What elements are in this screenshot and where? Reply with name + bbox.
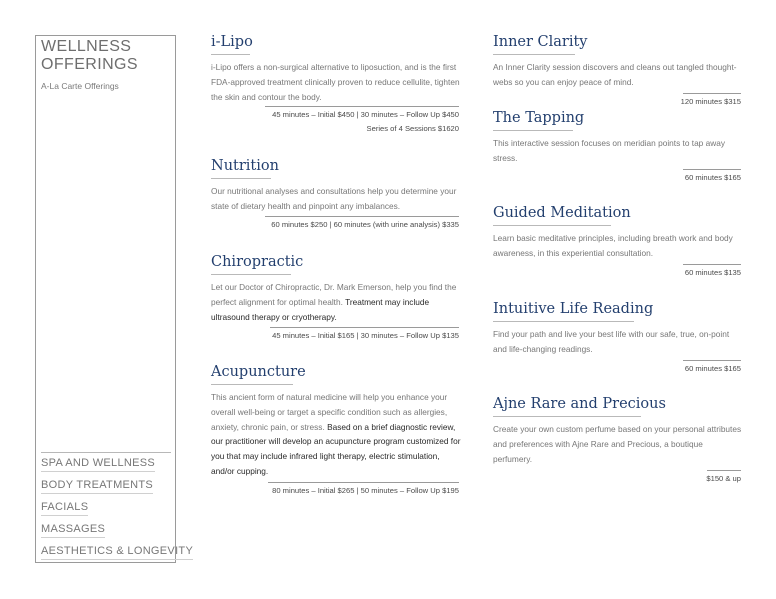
service-description: This ancient form of natural medicine will help you enhance your overall well-being or target a specific condition such as allergies, anxiety, chronic pain, or stress. Based on a brief diagnostic review, our practitioner will develop an acupuncture program customized for you that may include infrared light therapy, electric stimulation, and/or cupping. [211, 392, 461, 476]
service-intuitive-life-reading [493, 301, 743, 357]
price-acupuncture [200, 484, 459, 498]
price-divider [683, 169, 741, 170]
price-inner-clarity [600, 95, 741, 109]
nav-spa-and-wellness[interactable]: SPA AND WELLNESS [41, 454, 155, 472]
title-underline [211, 384, 293, 385]
title-underline [211, 54, 250, 55]
price-line: $150 & up [706, 474, 741, 483]
price-divider [270, 327, 459, 328]
sidebar-subtitle: A-La Carte Offerings [41, 81, 119, 91]
price-divider [683, 264, 741, 265]
title-underline [493, 225, 611, 226]
title-underline [493, 130, 573, 131]
service-description: Learn basic meditative principles, including breath work and body awareness, in this experiential consultation. [493, 233, 733, 258]
price-divider [265, 216, 459, 217]
price-ajne [600, 472, 741, 486]
price-line: 60 minutes $250 | 60 minutes (with urine analysis) $335 [271, 220, 459, 229]
price-chiropractic [200, 329, 459, 343]
price-divider [707, 470, 741, 471]
price-guided-meditation [600, 266, 741, 280]
nav-massages[interactable]: MASSAGES [41, 520, 105, 538]
price-line: 120 minutes $315 [680, 97, 741, 106]
service-description: Our nutritional analyses and consultations help you determine your state of dietary health and pinpoint any imbalances. [211, 186, 457, 211]
service-title: Guided Meditation [493, 205, 631, 221]
service-description: Find your path and live your best life with our safe, true, on-point and life-changing readings. [493, 329, 730, 354]
price-line: 60 minutes $165 [684, 364, 741, 373]
service-title: Nutrition [211, 158, 279, 174]
price-divider [268, 482, 459, 483]
service-ajne-rare-and-precious [493, 396, 743, 466]
service-description: i-Lipo offers a non-surgical alternative to liposuction, and is the first FDA-approved treatment clinically proven to reduce cellulite, tighten the skin and contour the body. [211, 62, 460, 102]
sidebar-panel [35, 35, 194, 563]
service-description: This interactive session focuses on meridian points to tap away stress. [493, 138, 725, 163]
service-title: Intuitive Life Reading [493, 301, 654, 317]
service-description: An Inner Clarity session discovers and cleans out tangled thought-webs so you can enjoy peace of mind. [493, 62, 737, 87]
service-inner-clarity [493, 34, 743, 90]
price-divider [265, 106, 459, 107]
service-title: Ajne Rare and Precious [493, 396, 666, 412]
price-intuitive-life-reading [600, 362, 741, 376]
price-tapping [600, 171, 741, 185]
service-guided-meditation [493, 205, 743, 261]
title-underline [493, 321, 634, 322]
sidebar-nav [41, 452, 194, 563]
title-underline [493, 54, 575, 55]
service-chiropractic [211, 254, 461, 324]
nav-aesthetics-longevity[interactable]: AESTHETICS & LONGEVITY [41, 542, 193, 560]
title-underline [493, 416, 641, 417]
title-underline [211, 274, 291, 275]
nav-facials[interactable]: FACIALS [41, 498, 88, 516]
service-nutrition [211, 158, 461, 214]
price-nutrition [200, 218, 459, 232]
sidebar-title-line2: OFFERINGS [41, 56, 138, 73]
sidebar-title-line1: WELLNESS [41, 38, 132, 55]
price-line: Series of 4 Sessions $1620 [366, 124, 459, 133]
price-divider [683, 360, 741, 361]
price-divider [683, 93, 741, 94]
nav-body-treatments[interactable]: BODY TREATMENTS [41, 476, 153, 494]
service-title: Chiropractic [211, 254, 304, 270]
price-line: 45 minutes – Initial $450 | 30 minutes – Follow Up $450 [272, 110, 459, 119]
service-title: Inner Clarity [493, 34, 588, 50]
price-ilipo [200, 108, 459, 136]
sidebar-title [41, 38, 171, 74]
service-title: Acupuncture [211, 364, 306, 380]
service-description: Create your own custom perfume based on your personal attributes and preferences with Ajne Rare and Precious, a boutique perfumery. [493, 424, 742, 464]
price-line: 60 minutes $165 [684, 173, 741, 182]
service-tapping [493, 110, 743, 166]
service-acupuncture [211, 364, 461, 479]
service-title: The Tapping [493, 110, 585, 126]
service-description: Let our Doctor of Chiropractic, Dr. Mark Emerson, help you find the perfect alignment for optimal health. Treatment may include ultrasound therapy or cryotherapy. [211, 282, 457, 322]
price-line: 45 minutes – Initial $165 | 30 minutes – Follow Up $135 [272, 331, 459, 340]
title-underline [211, 178, 271, 179]
service-title: i-Lipo [211, 34, 253, 50]
service-ilipo [211, 34, 461, 104]
price-line: 80 minutes – Initial $265 | 50 minutes – Follow Up $195 [272, 486, 459, 495]
price-line: 60 minutes $135 [684, 268, 741, 277]
